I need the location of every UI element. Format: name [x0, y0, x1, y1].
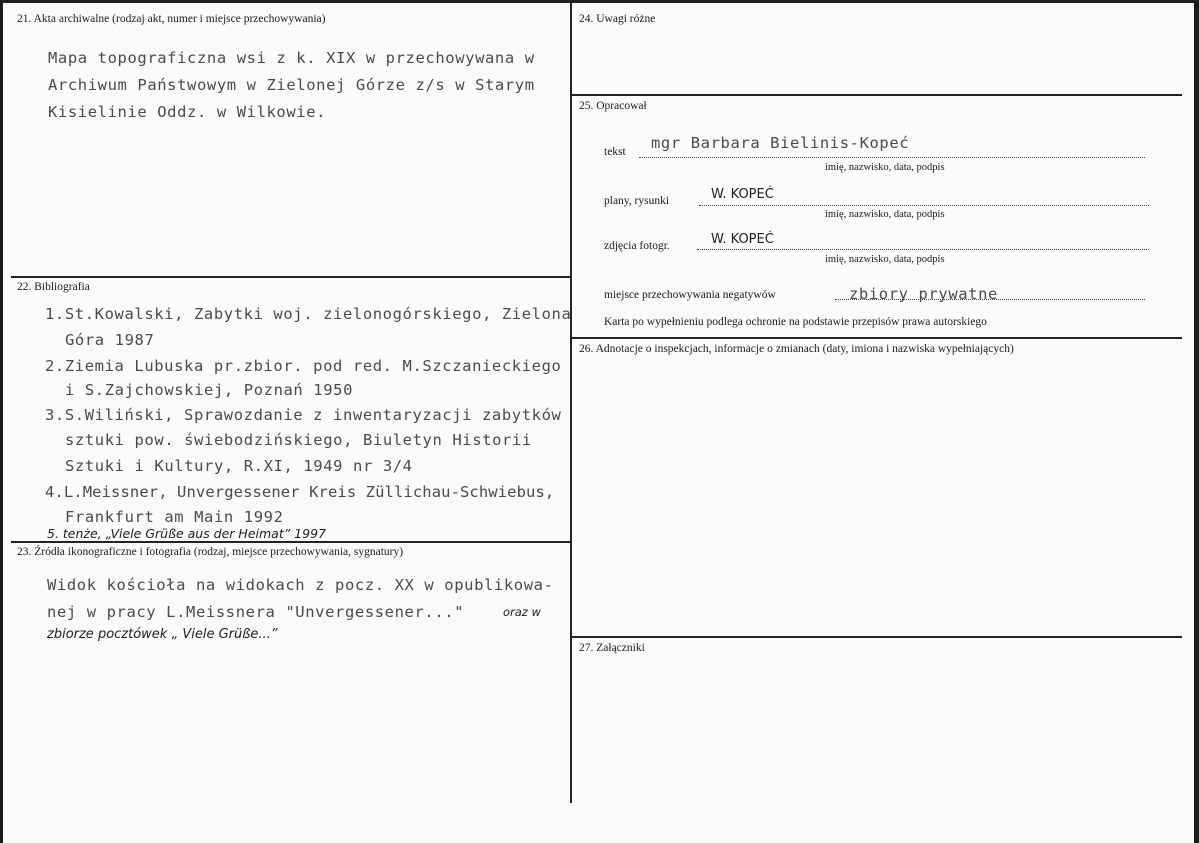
copyright-note: Karta po wypełnieniu podlega ochronie na podstawie przepisów prawa autorskiego — [604, 316, 987, 328]
biblio-line-7: Sztuki i Kultury, R.XI, 1949 nr 3/4 — [65, 457, 413, 475]
section-27-label: 27. Załączniki — [579, 642, 645, 654]
biblio-line-8: 4.L.Meissner, Unvergessener Kreis Züllichau-Schwiebus, — [45, 483, 555, 501]
biblio-handwritten-entry: 5. tenże, „Viele Grüße aus der Heimat” 1997 — [47, 526, 326, 541]
tekst-value: mgr Barbara Bielinis-Kopeć — [651, 134, 910, 152]
plany-label: plany, rysunki — [604, 195, 670, 207]
biblio-line-4: i S.Zajchowskiej, Poznań 1950 — [65, 381, 354, 399]
section-21-line-2: Archiwum Państwowym w Zielonej Górze z/s w Starym — [48, 76, 535, 94]
biblio-line-1: 1.St.Kowalski, Zabytki woj. zielonogórskiego, Zielona — [45, 305, 572, 323]
zdjecia-dotted-line — [697, 249, 1149, 250]
divider-24-25 — [572, 94, 1182, 96]
tekst-dotted-line — [639, 157, 1145, 158]
biblio-line-6: sztuki pow. świebodzińskiego, Biuletyn Historii — [65, 431, 532, 449]
sources-line-2: nej w pracy L.Meissnera "Unvergessener..." — [47, 603, 465, 621]
sources-line-1: Widok kościoła na widokach z pocz. XX w opublikowa- — [47, 576, 554, 594]
plany-caption: imię, nazwisko, data, podpis — [825, 209, 945, 220]
biblio-line-9: Frankfurt am Main 1992 — [65, 508, 284, 526]
divider-21-22 — [11, 276, 570, 278]
section-22-label: 22. Bibliografia — [17, 281, 90, 293]
section-26-label: 26. Adnotacje o inspekcjach, informacje o zmianach (daty, imiona i nazwiska wypełniających) — [579, 343, 1014, 355]
tekst-caption: imię, nazwisko, data, podpis — [825, 162, 945, 173]
section-25-label: 25. Opracował — [579, 100, 647, 112]
plany-value: W. KOPEĆ — [711, 187, 774, 202]
divider-25-26 — [572, 337, 1182, 339]
section-24-label: 24. Uwagi różne — [579, 13, 656, 25]
biblio-line-5: 3.S.Wiliński, Sprawozdanie z inwentaryzacji zabytków — [45, 406, 562, 424]
section-21-line-3: Kisielinie Oddz. w Wilkowie. — [48, 103, 327, 121]
center-divider — [570, 3, 572, 803]
zdjecia-value: W. KOPEĆ — [711, 232, 774, 247]
zdjecia-caption: imię, nazwisko, data, podpis — [825, 254, 945, 265]
section-21-label: 21. Akta archiwalne (rodzaj akt, numer i miejsce przechowywania) — [17, 13, 326, 25]
sources-handwritten-inline: oraz w — [503, 605, 541, 619]
divider-26-27 — [572, 636, 1182, 638]
biblio-line-3: 2.Ziemia Lubuska pr.zbior. pod red. M.Szczanieckiego — [45, 357, 562, 375]
biblio-line-2: Góra 1987 — [65, 331, 155, 349]
tekst-label: tekst — [604, 146, 626, 158]
divider-22-23 — [11, 541, 570, 543]
sources-handwritten-line: zbiorze pocztówek „ Viele Grüße...” — [47, 627, 278, 642]
section-21-line-1: Mapa topograficzna wsi z k. XIX w przechowywana w — [48, 49, 535, 67]
zdjecia-label: zdjęcia fotogr. — [604, 240, 670, 252]
plany-dotted-line — [699, 205, 1149, 206]
negatywy-label: miejsce przechowywania negatywów — [604, 289, 776, 301]
negatywy-value: zbiory prywatne — [849, 285, 998, 303]
section-23-label: 23. Źródła ikonograficzne i fotografia (rodzaj, miejsce przechowywania, sygnatury) — [17, 546, 404, 558]
